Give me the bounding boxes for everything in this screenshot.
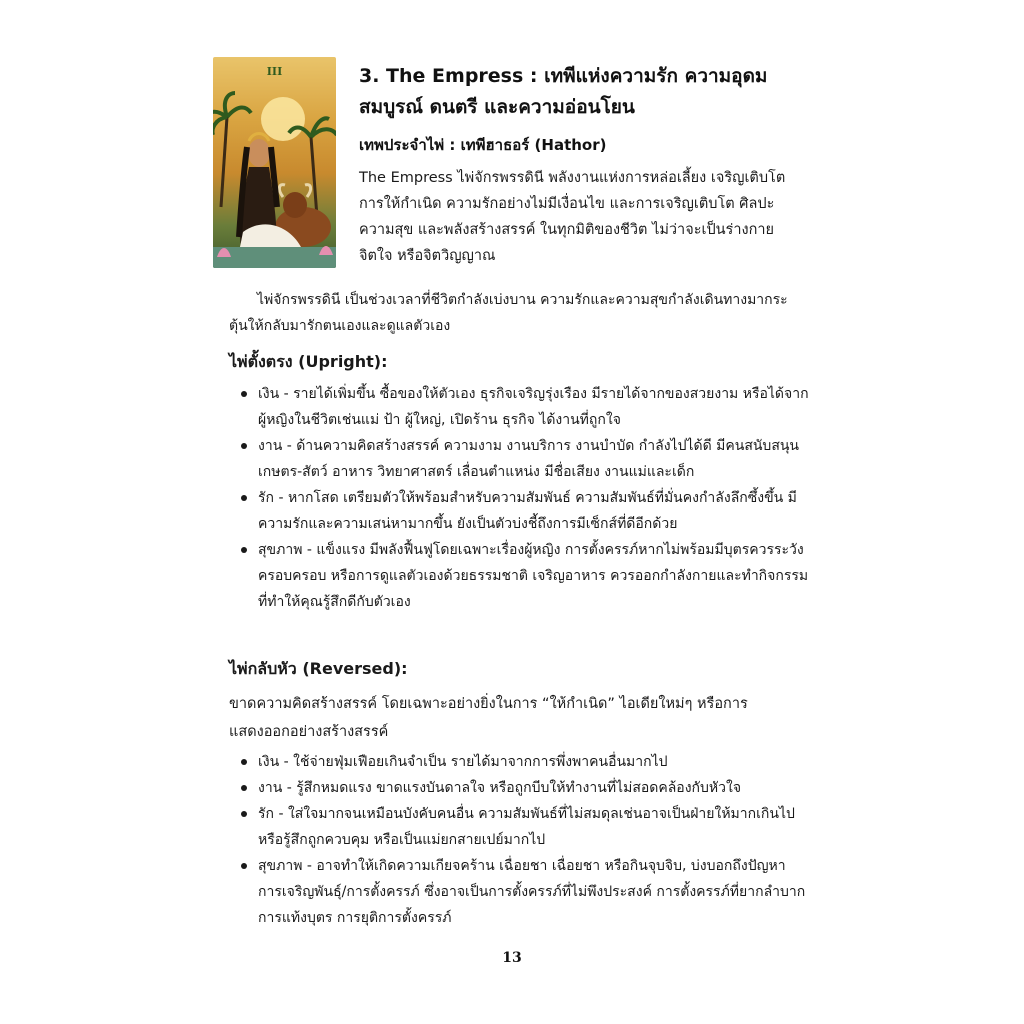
reversed-lead: ขาดความคิดสร้างสรรค์ โดยเฉพาะอย่างยิ่งในการ “ให้กำเนิด” ไอเดียใหม่ๆ หรือการแสดงออกอย่างสร้างสรรค์ <box>229 696 748 740</box>
empress-tarot-card-image <box>213 57 336 268</box>
bullet-icon <box>241 391 247 397</box>
section-title: 3. The Empress : เทพีแห่งความรัก ความอุดมสมบูรณ์ ดนตรี และความอ่อนโยน <box>359 65 768 118</box>
list-item-text: สุขภาพ - อาจทำให้เกิดความเกียจคร้าน เฉื่อยชา เฉื่อยชา หรือกินจุบจิบ, บ่งบอกถึงปัญหาการเจริญพันธุ์/การตั้งครรภ์ ซึ่งอาจเป็นการตั้งครรภ์ที่ไม่พึงประสงค์ การตั้งครรภ์ที่ยากลำบาก การแท้งบุตร การยุติการตั้งครรภ์ <box>258 858 806 926</box>
list-item-text: เงิน - ใช้จ่ายฟุ่มเฟือยเกินจำเป็น รายได้มาจากการพึ่งพาคนอื่นมากไป <box>258 754 668 770</box>
bullet-icon <box>241 759 247 765</box>
bullet-icon <box>241 547 247 553</box>
list-item <box>229 381 809 433</box>
card-illustration <box>213 57 336 268</box>
page-number: 13 <box>502 950 522 966</box>
bullet-icon <box>241 811 247 817</box>
list-item-text: งาน - ด้านความคิดสร้างสรรค์ ความงาม งานบริการ งานบำบัด กำลังไปได้ดี มีคนสนับสนุน เกษตร-สัตว์ อาหาร วิทยาศาสตร์ เลื่อนตำแหน่ง มีชื่อเสียง งานแม่และเด็ก <box>258 438 800 480</box>
intro-paragraph: The Empress ไพ่จักรพรรดินี พลังงานแห่งการหล่อเลี้ยง เจริญเติบโต การให้กำเนิด ความรักอย่างไม่มีเงื่อนไข และการเจริญเติบโต ศิลปะ ความสุข และพลังสร้างสรรค์ ในทุกมิติของชีวิต ไม่ว่าจะเป็นร่างกาย จิตใจ หรือจิตวิญญาณ <box>359 170 786 264</box>
list-item <box>229 537 809 615</box>
list-item <box>229 433 809 485</box>
upright-list <box>229 381 809 615</box>
upright-heading: ไพ่ตั้งตรง (Upright): <box>229 352 388 371</box>
list-item <box>229 801 809 853</box>
list-item-text: รัก - ใส่ใจมากจนเหมือนบังคับคนอื่น ความสัมพันธ์ที่ไม่สมดุลเช่นอาจเป็นฝ่ายให้มากเกินไป หรือรู้สึกถูกควบคุม หรือเป็นแม่ยกสายเปย์มากไป <box>258 806 795 848</box>
list-item <box>229 853 809 931</box>
bullet-icon <box>241 443 247 449</box>
reversed-list <box>229 749 809 931</box>
bullet-icon <box>241 863 247 869</box>
summary-paragraph: ไพ่จักรพรรดินี เป็นช่วงเวลาที่ชีวิตกำลังเบ่งบาน ความรักและความสุขกำลังเดินทางมากระตุ้นให้กลับมารักตนเองและดูแลตัวเอง <box>229 292 788 334</box>
card-numeral: III <box>266 65 283 78</box>
deity-line: เทพประจำไพ่ : เทพีฮาธอร์ (Hathor) <box>359 136 607 154</box>
list-item-text: รัก - หากโสด เตรียมตัวให้พร้อมสำหรับความสัมพันธ์ ความสัมพันธ์ที่มั่นคงกำลังลึกซึ้งขึ้น มีความรักและความเสน่หามากขึ้น ยังเป็นตัวบ่งชี้ถึงการมีเซ็กส์ที่ดีอีกด้วย <box>258 490 797 532</box>
list-item <box>229 775 809 801</box>
list-item <box>229 485 809 537</box>
bullet-icon <box>241 785 247 791</box>
list-item-text: งาน - รู้สึกหมดแรง ขาดแรงบันดาลใจ หรือถูกบีบให้ทำงานที่ไม่สอดคล้องกับหัวใจ <box>258 780 742 796</box>
list-item-text: สุขภาพ - แข็งแรง มีพลังฟื้นฟูโดยเฉพาะเรื่องผู้หญิง การตั้งครรภ์หากไม่พร้อมมีบุตรควรระวังครอบครอบ หรือการดูแลตัวเองด้วยธรรมชาติ เจริญอาหาร ควรออกกำลังกายและทำกิจกรรมที่ทำให้คุณรู้สึกดีกับตัวเอง <box>258 542 809 610</box>
list-item <box>229 749 809 775</box>
bullet-icon <box>241 495 247 501</box>
list-item-text: เงิน - รายได้เพิ่มขึ้น ซื้อของให้ตัวเอง ธุรกิจเจริญรุ่งเรือง มีรายได้จากของสวยงาม หรือได้จากผู้หญิงในชีวิตเช่นแม่ ป้า ผู้ใหญ่, เปิดร้าน ธุรกิจ ได้งานที่ถูกใจ <box>258 386 809 428</box>
reversed-heading: ไพ่กลับหัว (Reversed): <box>229 659 408 678</box>
